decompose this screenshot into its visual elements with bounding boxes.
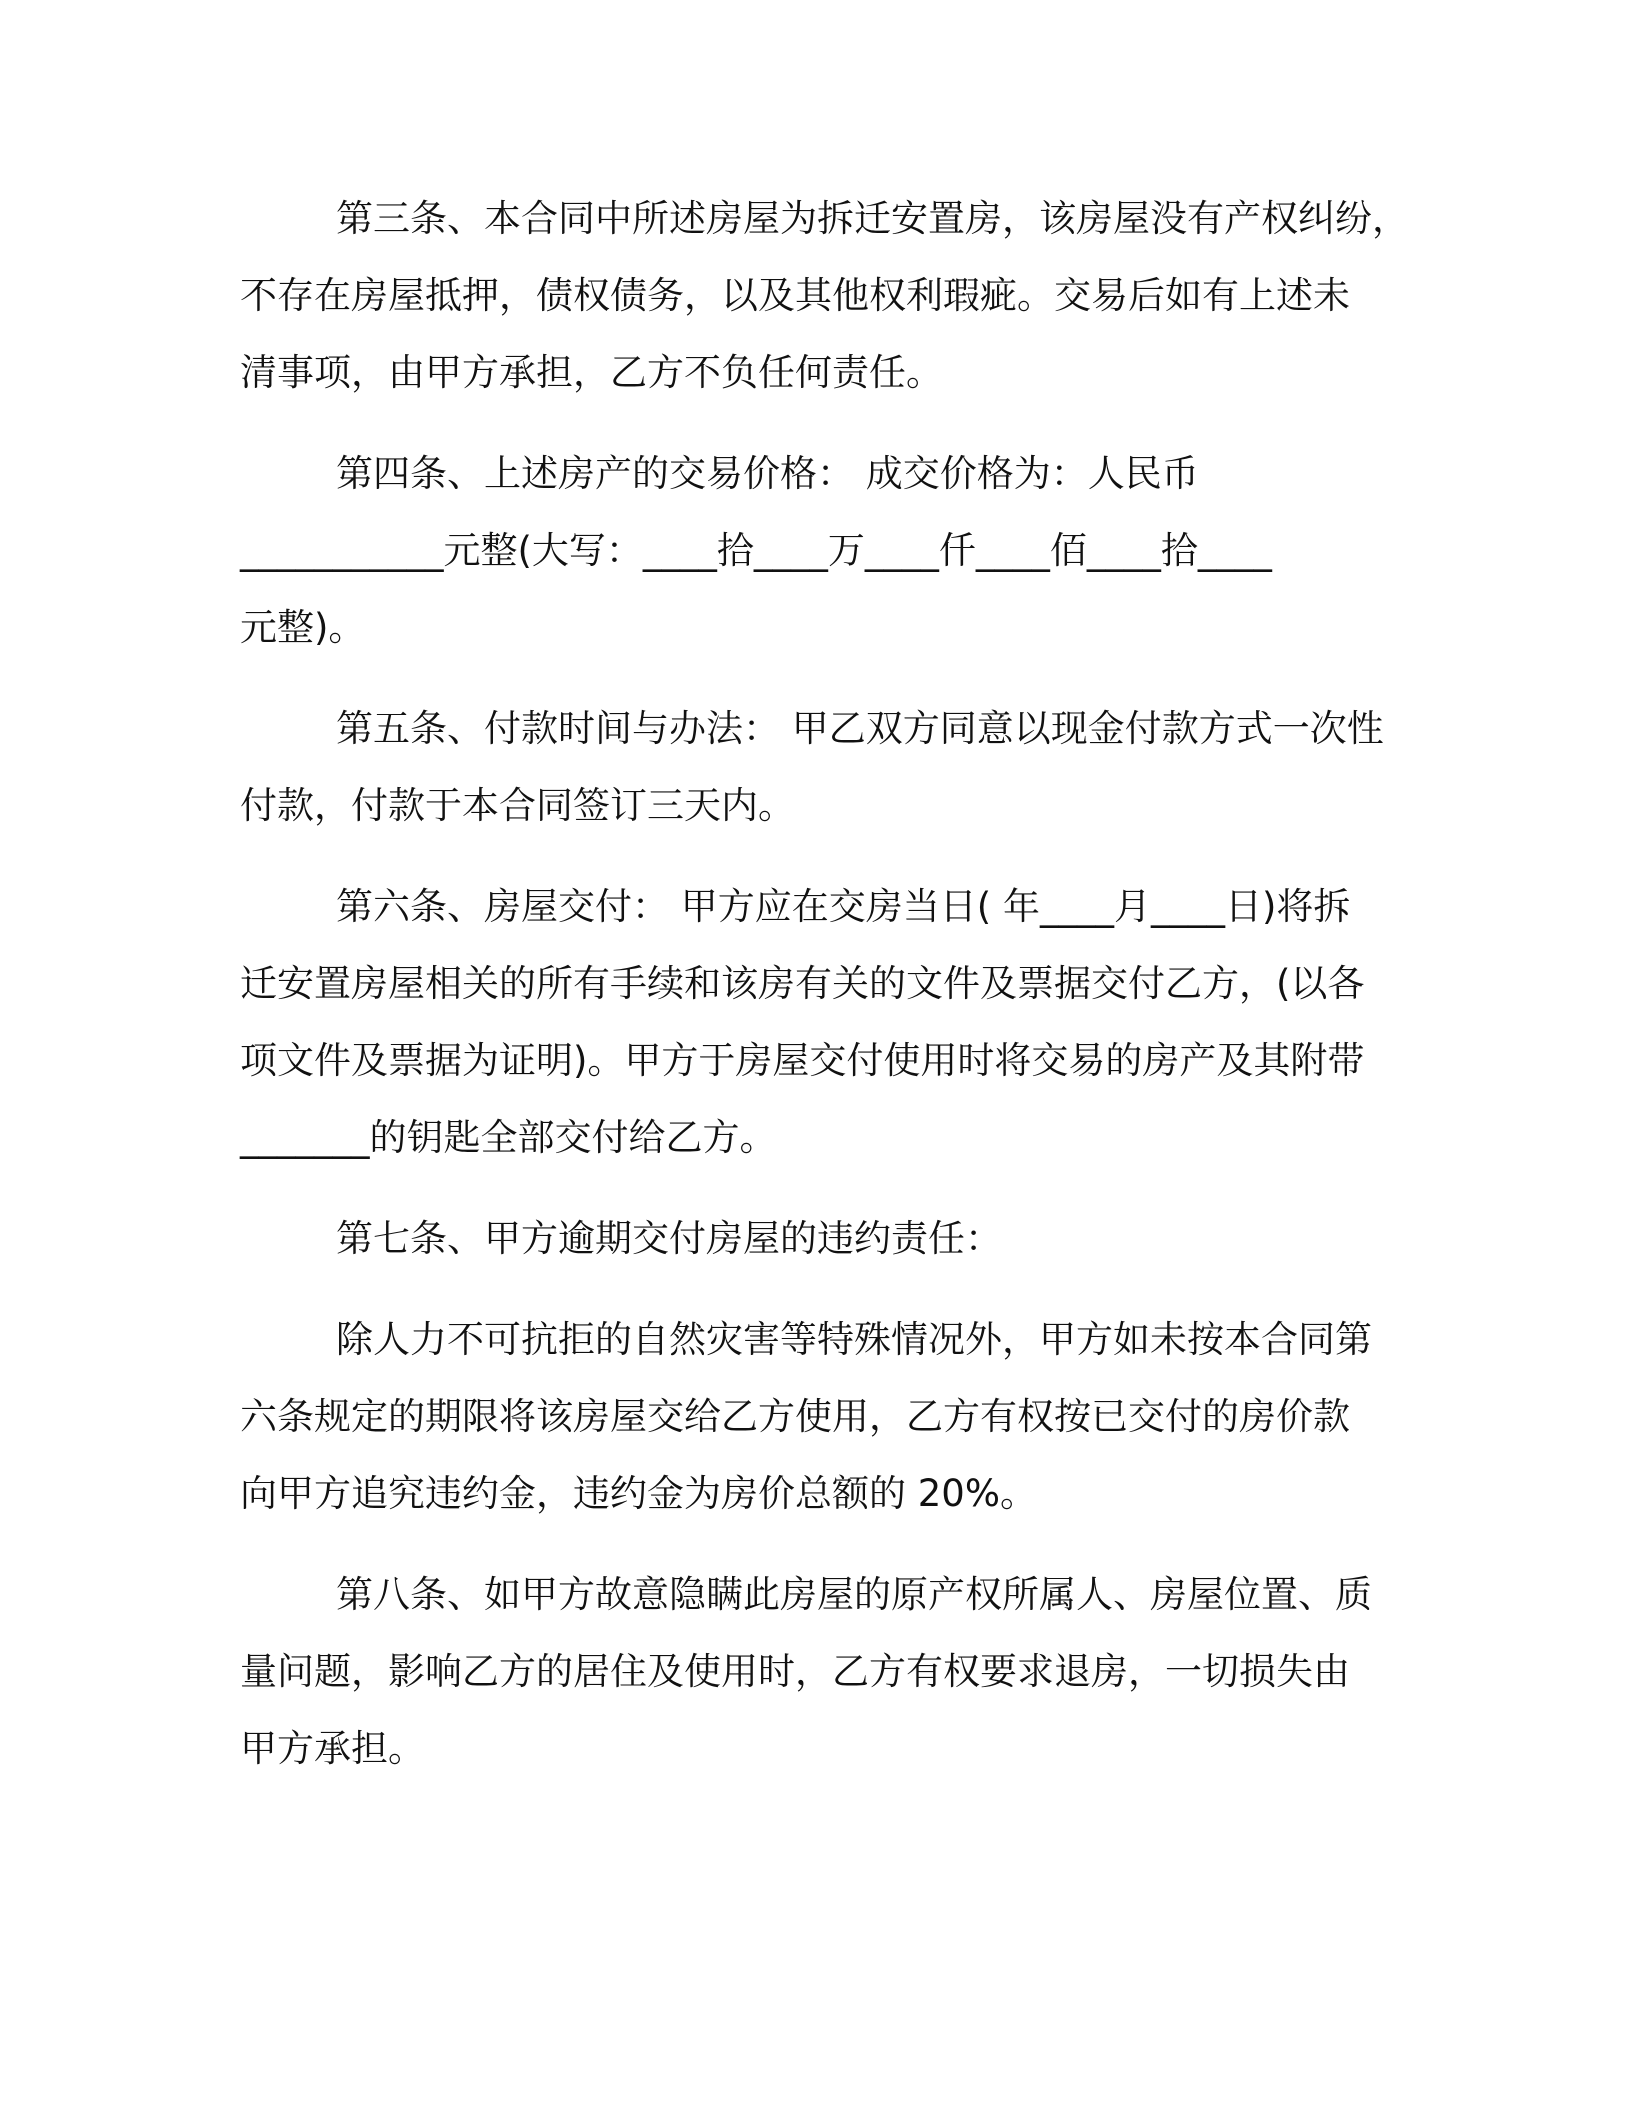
text-line: 第四条、上述房产的交易价格： 成交价格为：人民币 bbox=[336, 452, 1199, 495]
text-line: 迁安置房屋相关的所有手续和该房有关的文件及票据交付乙方，(以各 bbox=[240, 962, 1365, 1005]
text-line: _______的钥匙全部交付给乙方。 bbox=[240, 1116, 777, 1159]
text-line: 元整)。 bbox=[240, 606, 366, 649]
text-line: 清事项，由甲方承担，乙方不负任何责任。 bbox=[240, 351, 943, 394]
text-line: 甲方承担。 bbox=[240, 1727, 425, 1770]
text-line: 六条规定的期限将该房屋交给乙方使用，乙方有权按已交付的房价款 bbox=[240, 1395, 1350, 1438]
clause-3 bbox=[240, 180, 1409, 411]
text-line: 向甲方追究违约金，违约金为房价总额的 20%。 bbox=[240, 1472, 1037, 1515]
text-line: 项文件及票据为证明)。甲方于房屋交付使用时将交易的房产及其附带 bbox=[240, 1039, 1365, 1082]
clause-7-body bbox=[240, 1301, 1400, 1532]
clause-4 bbox=[240, 435, 1400, 666]
document-body bbox=[240, 180, 1409, 1811]
text-line: 除人力不可抗拒的自然灾害等特殊情况外，甲方如未按本合同第 bbox=[336, 1318, 1372, 1361]
text-line: 第三条、本合同中所述房屋为拆迁安置房，该房屋没有产权纠纷， bbox=[336, 197, 1409, 240]
text-line: 付款，付款于本合同签订三天内。 bbox=[240, 784, 795, 827]
text-line: ___________元整(大写：____拾____万____仟____佰____拾____ bbox=[240, 529, 1272, 572]
text-line: 第七条、甲方逾期交付房屋的违约责任： bbox=[336, 1217, 1002, 1260]
text-line: 第五条、付款时间与办法： 甲乙双方同意以现金付款方式一次性 bbox=[336, 707, 1384, 750]
clause-7-heading bbox=[240, 1200, 1400, 1277]
text-line: 第六条、房屋交付： 甲方应在交房当日( 年____月____日)将拆 bbox=[336, 885, 1351, 928]
clause-5 bbox=[240, 690, 1400, 844]
text-line: 第八条、如甲方故意隐瞒此房屋的原产权所属人、房屋位置、质 bbox=[336, 1573, 1372, 1616]
text-line: 不存在房屋抵押，债权债务，以及其他权利瑕疵。交易后如有上述未 bbox=[240, 274, 1350, 317]
clause-6 bbox=[240, 868, 1400, 1176]
text-line: 量问题，影响乙方的居住及使用时，乙方有权要求退房，一切损失由 bbox=[240, 1650, 1350, 1693]
clause-8 bbox=[240, 1556, 1400, 1787]
